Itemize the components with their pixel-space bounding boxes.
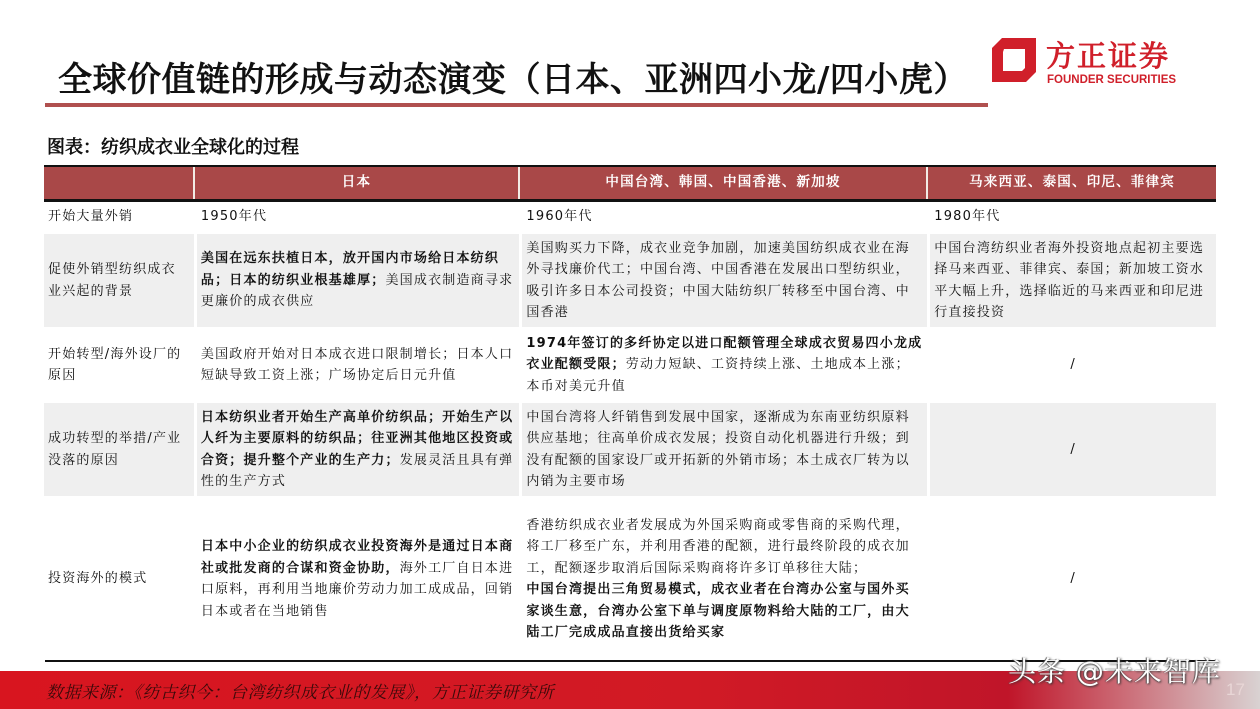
cell-text-bold: 美国在远东扶植日本，放开国内市场给日本纺织品；日本的纺织业根基雄厚；: [200, 251, 500, 288]
cell-text-bold: 日本中小企业的纺织成衣业投资海外是通过日本商社或批发商的合谋和资金协助，: [200, 539, 514, 576]
data-source: 数据来源：《纺古织今：台湾纺织成衣业的发展》，方正证券研究所: [46, 683, 554, 703]
table-row: [44, 403, 1216, 496]
cell-text: 香港纺织成衣业者发展成为外国采购商或零售商的采购代理，将工厂移至广东，并利用香港的配额，进行最终阶段的成衣加工，配额逐步取消后国际采购商将许多订单移往大陆；: [526, 517, 910, 576]
cell-text: /: [1070, 571, 1076, 587]
cell-text: 1950年代: [200, 209, 268, 225]
cell-japan: [197, 498, 520, 660]
row-label: 促使外销型纺织成衣业兴起的背景: [44, 234, 194, 327]
textile-globalization-table: [44, 165, 1216, 660]
page-number: 17: [1226, 680, 1245, 699]
column-header-four-tigers: 马来西亚、泰国、印尼、菲律宾: [928, 167, 1216, 199]
title-underline: [45, 103, 988, 107]
cell-four-dragons: [522, 202, 927, 232]
page-title: 全球价值链的形成与动态演变（日本、亚洲四小龙/四小虎）: [58, 60, 968, 100]
cell-text: 中国台湾将人纤销售到发展中国家，逐渐成为东南亚纺织原料供应基地；往高单价成衣发展；投资自动化机器进行升级；到没有配额的国家设厂或开拓新的外销市场；本土成衣厂转为以内销为主要市场: [526, 409, 910, 489]
column-header-four-dragons: 中国台湾、韩国、中国香港、新加坡: [520, 167, 928, 199]
cell-four-tigers: [930, 202, 1216, 232]
cell-text: 发展灵活且具有弹性的生产方式: [200, 452, 514, 489]
cell-four-tigers: [930, 498, 1216, 660]
cell-text: 美国购买力下降，成衣业竞争加剧，加速美国纺织成衣业在海外寻找廉价代工；中国台湾、中国香港在发展出口型纺织业，吸引许多日本公司投资；中国大陆纺织厂转移至中国台湾、中国香港: [526, 240, 910, 320]
figure-caption: 图表：纺织成衣业全球化的过程: [47, 137, 299, 158]
cell-four-dragons: [522, 403, 927, 496]
cell-japan: [197, 202, 520, 232]
logo-name-cn: 方正证券: [1046, 39, 1171, 73]
founder-securities-logo: [990, 34, 1200, 90]
cell-four-tigers: [930, 234, 1216, 327]
logo-mark-icon: [992, 38, 1036, 82]
row-label: 开始转型/海外设厂的原因: [44, 329, 194, 401]
cell-text-bold: 1974年签订的多纤协定以进口配额管理全球成衣贸易四小龙成衣业配额受限；: [526, 335, 923, 373]
cell-text: 美国成衣制造商寻求更廉价的成衣供应: [200, 272, 514, 310]
cell-text: /: [1070, 357, 1076, 373]
table-row: [44, 202, 1216, 232]
logo-name-en: FOUNDER SECURITIES: [1047, 74, 1177, 86]
cell-japan: [197, 329, 520, 401]
row-label: 投资海外的模式: [44, 498, 194, 660]
row-label: 成功转型的举措/产业没落的原因: [44, 403, 194, 496]
cell-four-tigers: [930, 403, 1216, 496]
table-row: [44, 234, 1216, 327]
cell-four-dragons: [522, 329, 927, 401]
cell-text: 美国政府开始对日本成衣进口限制增长；日本人口短缺导致工资上涨；广场协定后日元升值: [200, 346, 514, 383]
cell-four-tigers: [930, 329, 1216, 401]
table-row: [44, 498, 1216, 660]
column-header-japan: 日本: [195, 167, 520, 199]
cell-text: 中国台湾纺织业者海外投资地点起初主要选择马来西亚、菲律宾、泰国；新加坡工资水平大幅上升，选择临近的马来西亚和印尼进行直接投资: [934, 240, 1205, 320]
cell-four-dragons: [522, 234, 927, 327]
cell-text: 劳动力短缺、工资持续上涨、土地成本上涨；本币对美元升值: [526, 357, 910, 394]
column-header-blank: [44, 167, 195, 199]
cell-text-bold: 中国台湾提出三角贸易模式，成衣业者在台湾办公室与国外买家谈生意，台湾办公室下单与调度原物料给大陆的工厂，由大陆工厂完成成品直接出货给买家: [526, 582, 910, 640]
cell-text: 海外工厂自日本进口原料，再利用当地廉价劳动力加工成成品，回销日本或者在当地销售: [200, 560, 514, 619]
row-label: 开始大量外销: [44, 202, 194, 232]
cell-japan: [197, 234, 520, 327]
cell-four-dragons: [522, 498, 927, 660]
table-header-row: [44, 167, 1216, 202]
table-row: [44, 329, 1216, 401]
cell-japan: [197, 403, 520, 496]
cell-text-bold: 日本纺织业者开始生产高单价纺织品；开始生产以人纤为主要原料的纺织品；往亚洲其他地区投资或合资；提升整个产业的生产力；: [200, 409, 514, 468]
watermark: 头条 @未来智库: [1008, 655, 1221, 688]
cell-text: 1960年代: [526, 209, 593, 225]
cell-text: 1980年代: [934, 209, 1001, 225]
cell-text: /: [1070, 441, 1076, 457]
